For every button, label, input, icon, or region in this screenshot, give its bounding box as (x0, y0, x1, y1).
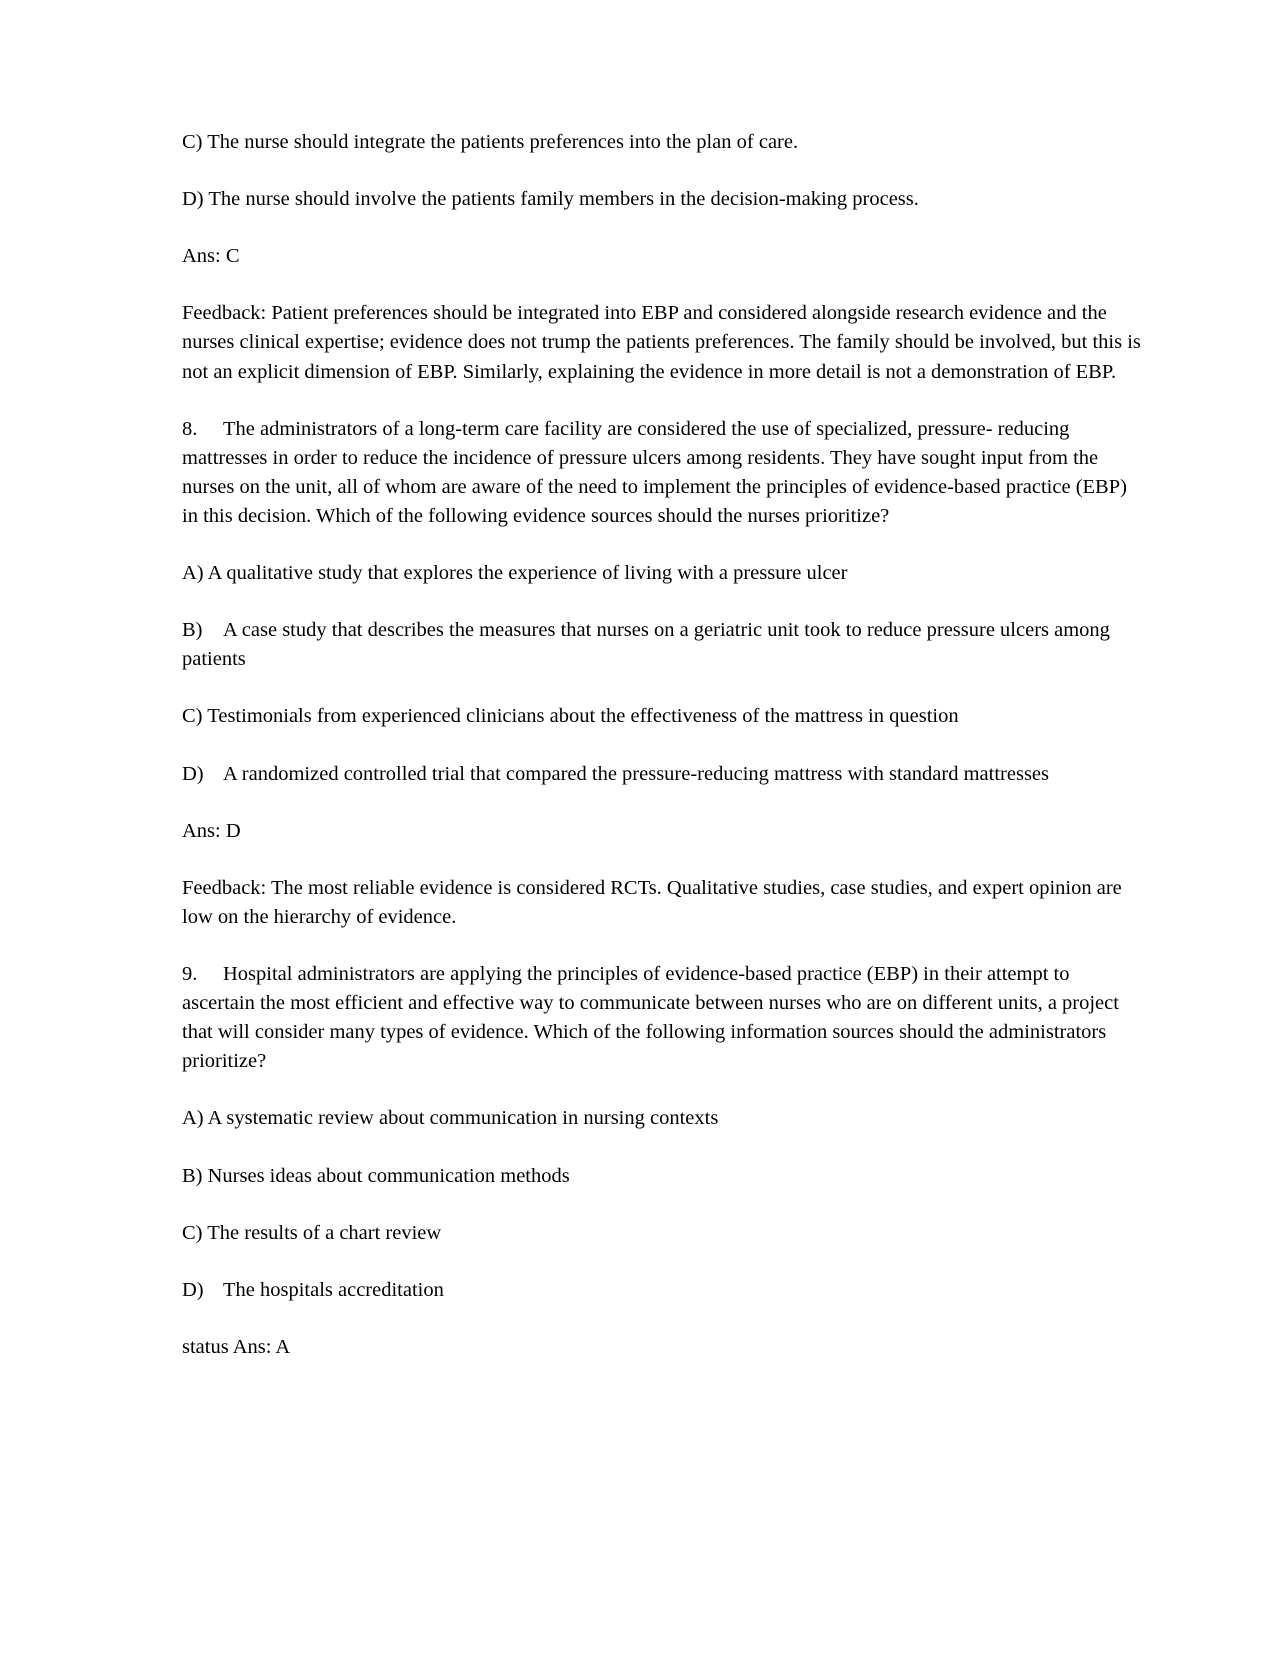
q9-stem: 9. Hospital administrators are applying the principles of evidence-based practice (EBP) in their attempt to ascertain the most efficient and effective way to communicate between nurses who are on different units, a project that will consider many types of evidence. Which of the following information sources should the administrators prioritize? (182, 962, 1125, 1073)
q8-option-c: C) Testimonials from experienced clinicians about the effectiveness of the mattress in question (182, 705, 959, 728)
q8-answer: Ans: D (182, 819, 241, 842)
document-body (182, 128, 1147, 1362)
q8-feedback: Feedback: The most reliable evidence is considered RCTs. Qualitative studies, case studies, and expert opinion are low on the hierarchy of evidence. (182, 876, 1127, 928)
q8-option-a: A) A qualitative study that explores the experience of living with a pressure ulcer (182, 562, 848, 585)
q8-option-b: B) A case study that describes the measures that nurses on a geriatric unit took to reduce pressure ulcers among patients (182, 619, 1116, 671)
q9-option-d: D) The hospitals accreditation (182, 1278, 444, 1301)
q9-answer: status Ans: A (182, 1335, 291, 1358)
q9-option-c: C) The results of a chart review (182, 1221, 442, 1244)
q7-answer: Ans: C (182, 245, 240, 268)
q8-option-d: D) A randomized controlled trial that compared the pressure-reducing mattress with standard mattresses (182, 762, 1049, 785)
q7-feedback: Feedback: Patient preferences should be integrated into EBP and considered alongside research evidence and the nurses clinical expertise; evidence does not trump the patients preferences. The family should be involved, but this is not an explicit dimension of EBP. Similarly, explaining the evidence in more detail is not a demonstration of EBP. (182, 302, 1147, 383)
q7-option-c: C) The nurse should integrate the patients preferences into the plan of care. (182, 131, 799, 153)
q9-option-b: B) Nurses ideas about communication methods (182, 1164, 570, 1187)
q7-option-d: D) The nurse should involve the patients family members in the decision-making process. (182, 188, 919, 211)
q9-option-a: A) A systematic review about communication in nursing contexts (182, 1107, 719, 1130)
q8-stem: 8. The administrators of a long-term care facility are considered the use of specialized, pressure- reducing mattresses in order to reduce the incidence of pressure ulcers among residents. They have sought input from the nurses on the unit, all of whom are aware of the need to implement the principles of evidence-based practice (EBP) in this decision. Which of the following evidence sources should the nurses prioritize? (182, 417, 1133, 527)
